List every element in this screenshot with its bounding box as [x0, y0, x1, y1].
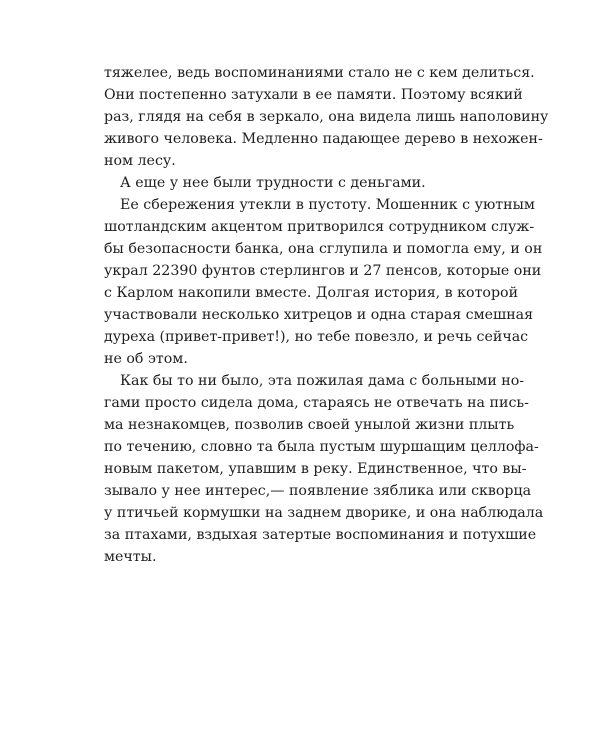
text-line: тяжелее, ведь воспоминаниями стало не с кем делиться.	[104, 65, 535, 81]
text-line: зывало у нее интерес,— появление зяблика или скворца	[104, 483, 532, 499]
text-line: мечты.	[104, 549, 157, 565]
text-line: участвовали несколько хитрецов и одна старая смешная	[104, 307, 534, 323]
text-line: ном лесу.	[104, 153, 176, 169]
text-line: у птичьей кормушки на заднем дворике, и она наблюдала	[104, 505, 544, 521]
text-line: шотландским акцентом притворился сотрудником служ-	[104, 219, 535, 235]
text-line: живого человека. Медленно падающее дерево в нехожен-	[104, 131, 543, 147]
paragraph-2	[104, 172, 504, 194]
text-line: гами просто сидела дома, стараясь не отвечать на пись-	[104, 395, 529, 411]
text-line: с Карлом накопили вместе. Долгая история, в которой	[104, 285, 519, 301]
text-line: Как бы то ни было, эта пожилая дама с больными но-	[120, 373, 525, 389]
text-line: А еще у нее были трудности с деньгами.	[120, 175, 426, 191]
text-line: раз, глядя на себя в зеркало, она видела лишь наполовину	[104, 109, 549, 125]
paragraph-4	[104, 370, 544, 568]
text-line: Они постепенно затухали в ее памяти. Поэтому всякий	[104, 87, 523, 103]
paragraph-3	[104, 194, 543, 370]
text-line: по течению, словно та была пустым шуршащим целлофа-	[104, 439, 539, 455]
text-line: Ее сбережения утекли в пустоту. Мошенник с уютным	[120, 197, 535, 213]
text-line: ма незнакомцев, позволив своей унылой жизни плыть	[104, 417, 515, 433]
text-line: за птахами, вздыхая затертые воспоминания и потухшие	[104, 527, 537, 543]
page-text	[104, 62, 549, 568]
text-line: бы безопасности банка, она сглупила и помогла ему, и он	[104, 241, 543, 257]
text-line: украл 22390 фунтов стерлингов и 27 пенсов, которые они	[104, 263, 542, 279]
text-line: дуреха (привет-привет!), но тебе повезло, и речь сейчас	[104, 329, 529, 345]
text-line: не об этом.	[104, 351, 188, 367]
paragraph-1	[104, 62, 549, 172]
text-line: новым пакетом, упавшим в реку. Единственное, что вы-	[104, 461, 527, 477]
